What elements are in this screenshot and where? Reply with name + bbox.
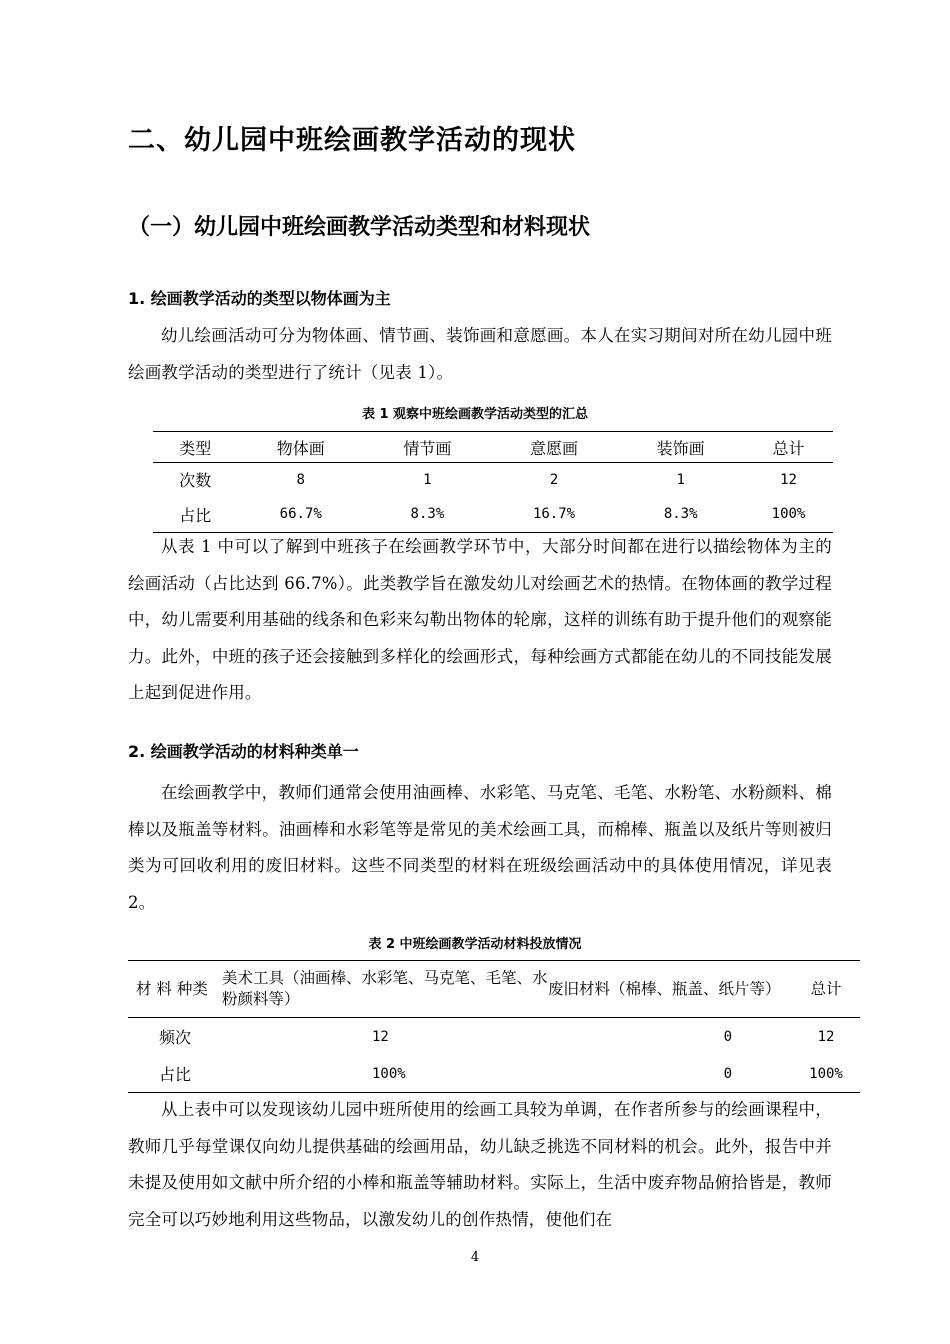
table-1-row (153, 463, 833, 497)
table-1 (153, 431, 833, 533)
table-2-header-cell: 总计 (792, 961, 860, 1018)
table-2-cell: 0 (723, 1028, 732, 1045)
page-number: 4 (470, 1250, 480, 1265)
subsection-1-analysis-paragraph: 从表 1 中可以了解到中班孩子在绘画教学环节中，大部分时间都在进行以描绘物体为主的绘画活动（占比达到 66.7%）。此类教学旨在激发幼儿对绘画艺术的热情。在物体画的教学过程中，幼儿需要利用基础的线条和色彩来勾勒出物体的轮廓，这样的训练有助于提升他们的观察能力。此外，中班的孩子还会接触到多样化的绘画形式，每种绘画方式都能在幼儿的不同技能发展上起到促进作用。 (128, 537, 832, 702)
table-1-cell: 16.7% (491, 496, 618, 533)
table-1-cell: 8.3% (364, 496, 491, 533)
table-2-cell: 12 (372, 1028, 389, 1045)
table-1-header-cell: 装饰画 (617, 432, 744, 463)
table-2-header-row (128, 961, 860, 1018)
table-2-caption: 表 2 中班绘画教学活动材料投放情况 (368, 937, 582, 952)
table-2-row (128, 1018, 860, 1056)
table-1-header-cell: 类型 (153, 432, 237, 463)
table-2-header-cell: 美术工具（油画棒、水彩笔、马克笔、毛笔、水粉颜料等） (222, 961, 548, 1018)
table-2-row (128, 1055, 860, 1093)
table-1-row-label: 占比 (153, 496, 237, 533)
table-1-row (153, 496, 833, 533)
table-1-header-cell: 总计 (744, 432, 833, 463)
section-heading: （一）幼儿园中班绘画教学活动类型和材料现状 (128, 215, 591, 240)
table-1-header-cell: 情节画 (364, 432, 491, 463)
table-2-cell: 100% (222, 1055, 548, 1093)
table-2-header-cell: 材 料 种类 (128, 961, 222, 1018)
table-1-row-label: 次数 (179, 471, 212, 490)
chapter-heading: 二、幼儿园中班绘画教学活动的现状 (128, 125, 576, 156)
table-2 (128, 960, 860, 1093)
table-2-cell: 0 (548, 1055, 792, 1093)
subsection-1-intro-paragraph: 幼儿绘画活动可分为物体画、情节画、装饰画和意愿画。本人在实习期间对所在幼儿园中班绘画教学活动的类型进行了统计（见表 1）。 (128, 326, 832, 382)
table-1-cell: 12 (780, 471, 797, 488)
table-1-cell: 1 (676, 471, 685, 488)
table-1-header-cell: 物体画 (237, 432, 364, 463)
table-1-header-cell: 意愿画 (491, 432, 618, 463)
table-2-header-cell: 废旧材料（棉棒、瓶盖、纸片等） (548, 961, 792, 1018)
table-1-cell: 66.7% (237, 496, 364, 533)
table-2-row-label: 占比 (128, 1055, 222, 1093)
subsection-2-intro-paragraph: 在绘画教学中，教师们通常会使用油画棒、水彩笔、马克笔、毛笔、水粉笔、水粉颜料、棉棒以及瓶盖等材料。油画棒和水彩笔等是常见的美术绘画工具，而棉棒、瓶盖以及纸片等则被归类为可回收利用的废旧材料。这些不同类型的材料在班级绘画活动中的具体使用情况，详见表 2。 (128, 783, 832, 912)
table-1-cell: 8 (296, 471, 305, 488)
table-2-cell: 12 (817, 1028, 835, 1045)
table-1-cell: 1 (423, 471, 432, 488)
table-1-caption: 表 1 观察中班绘画教学活动类型的汇总 (361, 407, 589, 422)
subsection-1-heading: 1. 绘画教学活动的类型以物体画为主 (128, 289, 391, 308)
table-2-cell: 100% (792, 1055, 860, 1093)
subsection-2-analysis-paragraph: 从上表中可以发现该幼儿园中班所使用的绘画工具较为单调，在作者所参与的绘画课程中，教师几乎每堂课仅向幼儿提供基础的绘画用品，幼儿缺乏挑选不同材料的机会。此外，报告中并未提及使用如文献中所介绍的小棒和瓶盖等辅助材料。实际上，生活中废弃物品俯拾皆是，教师完全可以巧妙地利用这些物品，以激发幼儿的创作热情，使他们在 (128, 1100, 832, 1229)
table-1-cell: 2 (549, 471, 559, 488)
table-2-row-label: 频次 (158, 1028, 191, 1047)
subsection-2-heading: 2. 绘画教学活动的材料种类单一 (128, 742, 359, 761)
table-1-header-row (153, 432, 833, 463)
table-1-cell: 8.3% (617, 496, 744, 533)
table-1-cell: 100% (744, 496, 833, 533)
